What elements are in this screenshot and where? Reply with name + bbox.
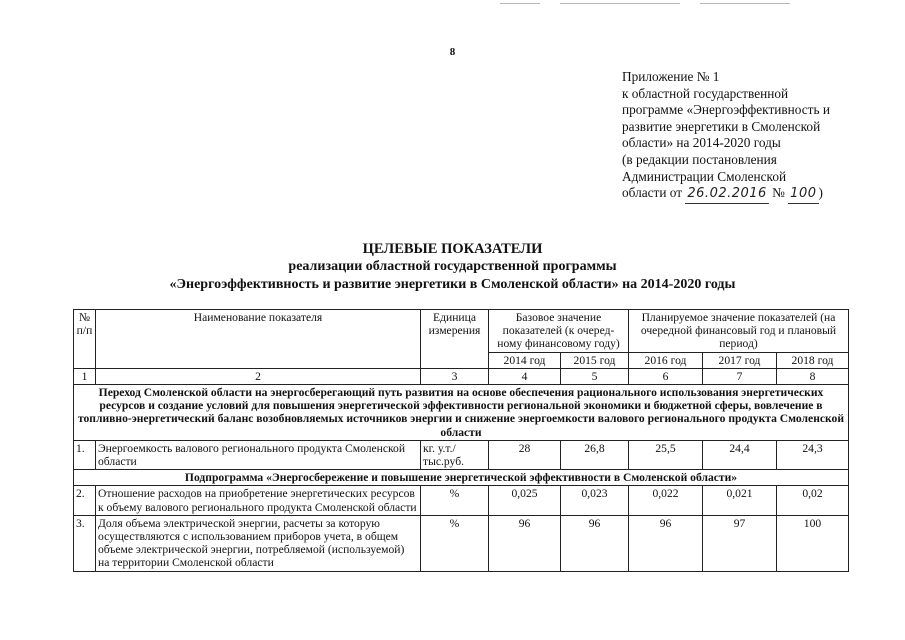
appendix-line: Приложение № 1 [622,69,720,84]
row-indicator-name: Энергоемкость валового регионального продукта Смоленской области [96,440,421,469]
row-value-2015: 96 [561,515,629,571]
row-indicator-name: Отношение расходов на приобретение энергетических ресурсов к объему валового регионального продукта Смоленской области [96,486,421,515]
row-value-2017: 97 [703,515,777,571]
header-row [74,310,849,353]
column-number: 3 [421,368,489,384]
column-number: 4 [489,368,561,384]
number-label: № [772,185,785,201]
header-base: Базовое значение показателей (к очеред-ному финансовому году) [489,310,629,353]
row-unit: % [421,515,489,571]
header-year-2018: 2018 год [777,352,849,368]
section-goal: Переход Смоленской области на энергосберегающий путь развития на основе обеспечения рационального использования энергетических ресурсов и создание условий для повышения энергетической эффективности региональной экономики и бюджетной сферы, вовлечение в топливно-энергетический баланс возобновляемых источников энергии и снижение энергоемкости валового регионального продукта Смоленской области [74,385,849,441]
row-value-2015: 26,8 [561,440,629,469]
column-number: 2 [96,368,421,384]
header-year-2015: 2015 год [561,352,629,368]
column-number: 1 [74,368,96,384]
appendix-line: (в редакции постановления [622,151,777,167]
appendix-prefix: области от [622,185,683,201]
title-line-1: ЦЕЛЕВЫЕ ПОКАЗАТЕЛИ [362,241,543,257]
header-year-2017: 2017 год [703,352,777,368]
column-number: 5 [561,368,629,384]
section-row [74,470,849,486]
row-value-2017: 24,4 [703,440,777,469]
column-number: 8 [777,368,849,384]
row-value-2014: 96 [489,515,561,571]
row-value-2016: 96 [629,515,703,571]
header-name: Наименование показателя [96,310,421,369]
row-value-2018: 24,3 [777,440,849,469]
document-title [0,240,905,294]
appendix-line: Администрации Смоленской [622,168,787,184]
section-row [74,385,849,441]
table-row [74,440,849,469]
header-year-2016: 2016 год [629,352,703,368]
title-line-3: «Энергоэффективность и развитие энергетики в Смоленской области» на 2014-2020 годы [169,277,736,292]
handwritten-date: 26.02.2016 [685,186,768,204]
indicators-table [73,309,849,572]
section-subprogram: Подпрограмма «Энергосбережение и повышение энергетической эффективности в Смоленской области» [74,470,849,486]
row-value-2014: 0,025 [489,486,561,515]
appendix-note [622,69,892,204]
scan-artifact [500,3,540,4]
row-number: 1. [74,440,96,469]
row-value-2015: 0,023 [561,486,629,515]
appendix-last-line [622,185,892,204]
row-value-2017: 0,021 [703,486,777,515]
appendix-line: к областной государственной [622,85,789,101]
appendix-line: программе «Энергоэффективность и [622,102,830,118]
table-row [74,515,849,571]
column-number: 7 [703,368,777,384]
scan-artifact [560,3,680,4]
row-indicator-name: Доля объема электрической энергии, расчеты за которую осуществляются с использованием приборов учета, в общем объеме электрической энергии, потребляемой (используемой) на территории Смоленской области [96,515,421,571]
page-number: 8 [449,46,456,58]
table-row [74,486,849,515]
title-line-2: реализации областной государственной программы [288,259,617,274]
row-unit: % [421,486,489,515]
row-value-2016: 25,5 [629,440,703,469]
handwritten-number: 100 [788,186,818,204]
appendix-line: развитие энергетики в Смоленской [622,118,821,134]
row-value-2016: 0,022 [629,486,703,515]
row-unit: кг. у.т./ тыс.руб. [421,440,489,469]
header-planned: Планируемое значение показателей (на очередной финансовый год и плановый период) [629,310,849,353]
row-number: 3. [74,515,96,571]
column-number-row [74,368,849,384]
row-number: 2. [74,486,96,515]
header-unit: Единица измерения [421,310,489,369]
row-value-2018: 100 [777,515,849,571]
row-value-2014: 28 [489,440,561,469]
header-year-2014: 2014 год [489,352,561,368]
header-num: № п/п [74,310,96,369]
closing-paren: ) [818,185,823,201]
column-number: 6 [629,368,703,384]
row-value-2018: 0,02 [777,486,849,515]
appendix-line: области» на 2014-2020 годы [622,135,781,151]
scan-artifact [700,3,790,4]
